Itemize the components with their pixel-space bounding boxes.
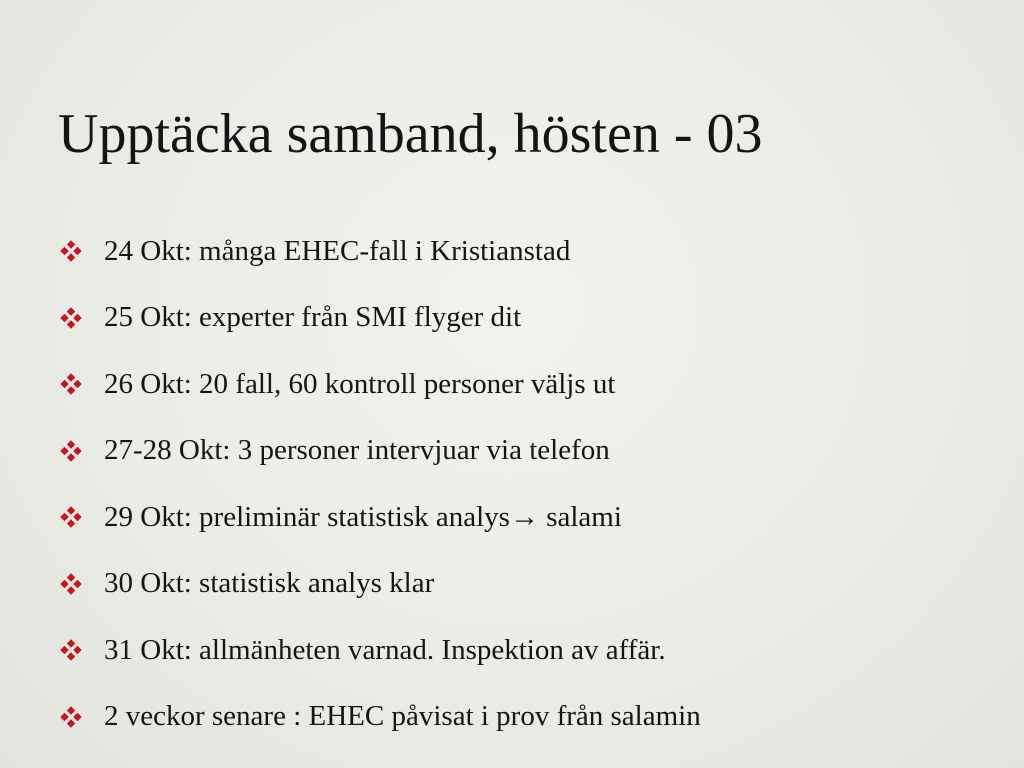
bullet-text: 2 veckor senare : EHEC påvisat i prov från salamin [104,700,701,733]
bullet-text: 30 Okt: statistisk analys klar [104,567,435,600]
four-diamond-bullet-icon [60,307,82,329]
four-diamond-bullet-icon [60,639,82,661]
bullet-text: 26 Okt: 20 fall, 60 kontroll personer väljs ut [104,367,616,400]
list-item [60,351,701,418]
bullet-text: 31 Okt: allmänheten varnad. Inspektion av affär. [104,633,666,666]
list-item [60,617,701,684]
list-item [60,218,701,285]
bullet-list [60,218,701,750]
list-item [60,418,701,485]
four-diamond-bullet-icon [60,706,82,728]
four-diamond-bullet-icon [60,506,82,528]
four-diamond-bullet-icon [60,440,82,462]
bullet-text: 27-28 Okt: 3 personer intervjuar via telefon [104,434,610,467]
list-item [60,484,701,551]
list-item [60,285,701,352]
list-item [60,684,701,751]
slide-title: Upptäcka samband, hösten - 03 [58,103,763,165]
four-diamond-bullet-icon [60,240,82,262]
bullet-text: 29 Okt: preliminär statistisk analys→ salami [104,500,622,533]
bullet-text: 24 Okt: många EHEC-fall i Kristianstad [104,234,571,267]
four-diamond-bullet-icon [60,373,82,395]
four-diamond-bullet-icon [60,573,82,595]
bullet-text: 25 Okt: experter från SMI flyger dit [104,301,522,334]
list-item [60,551,701,618]
